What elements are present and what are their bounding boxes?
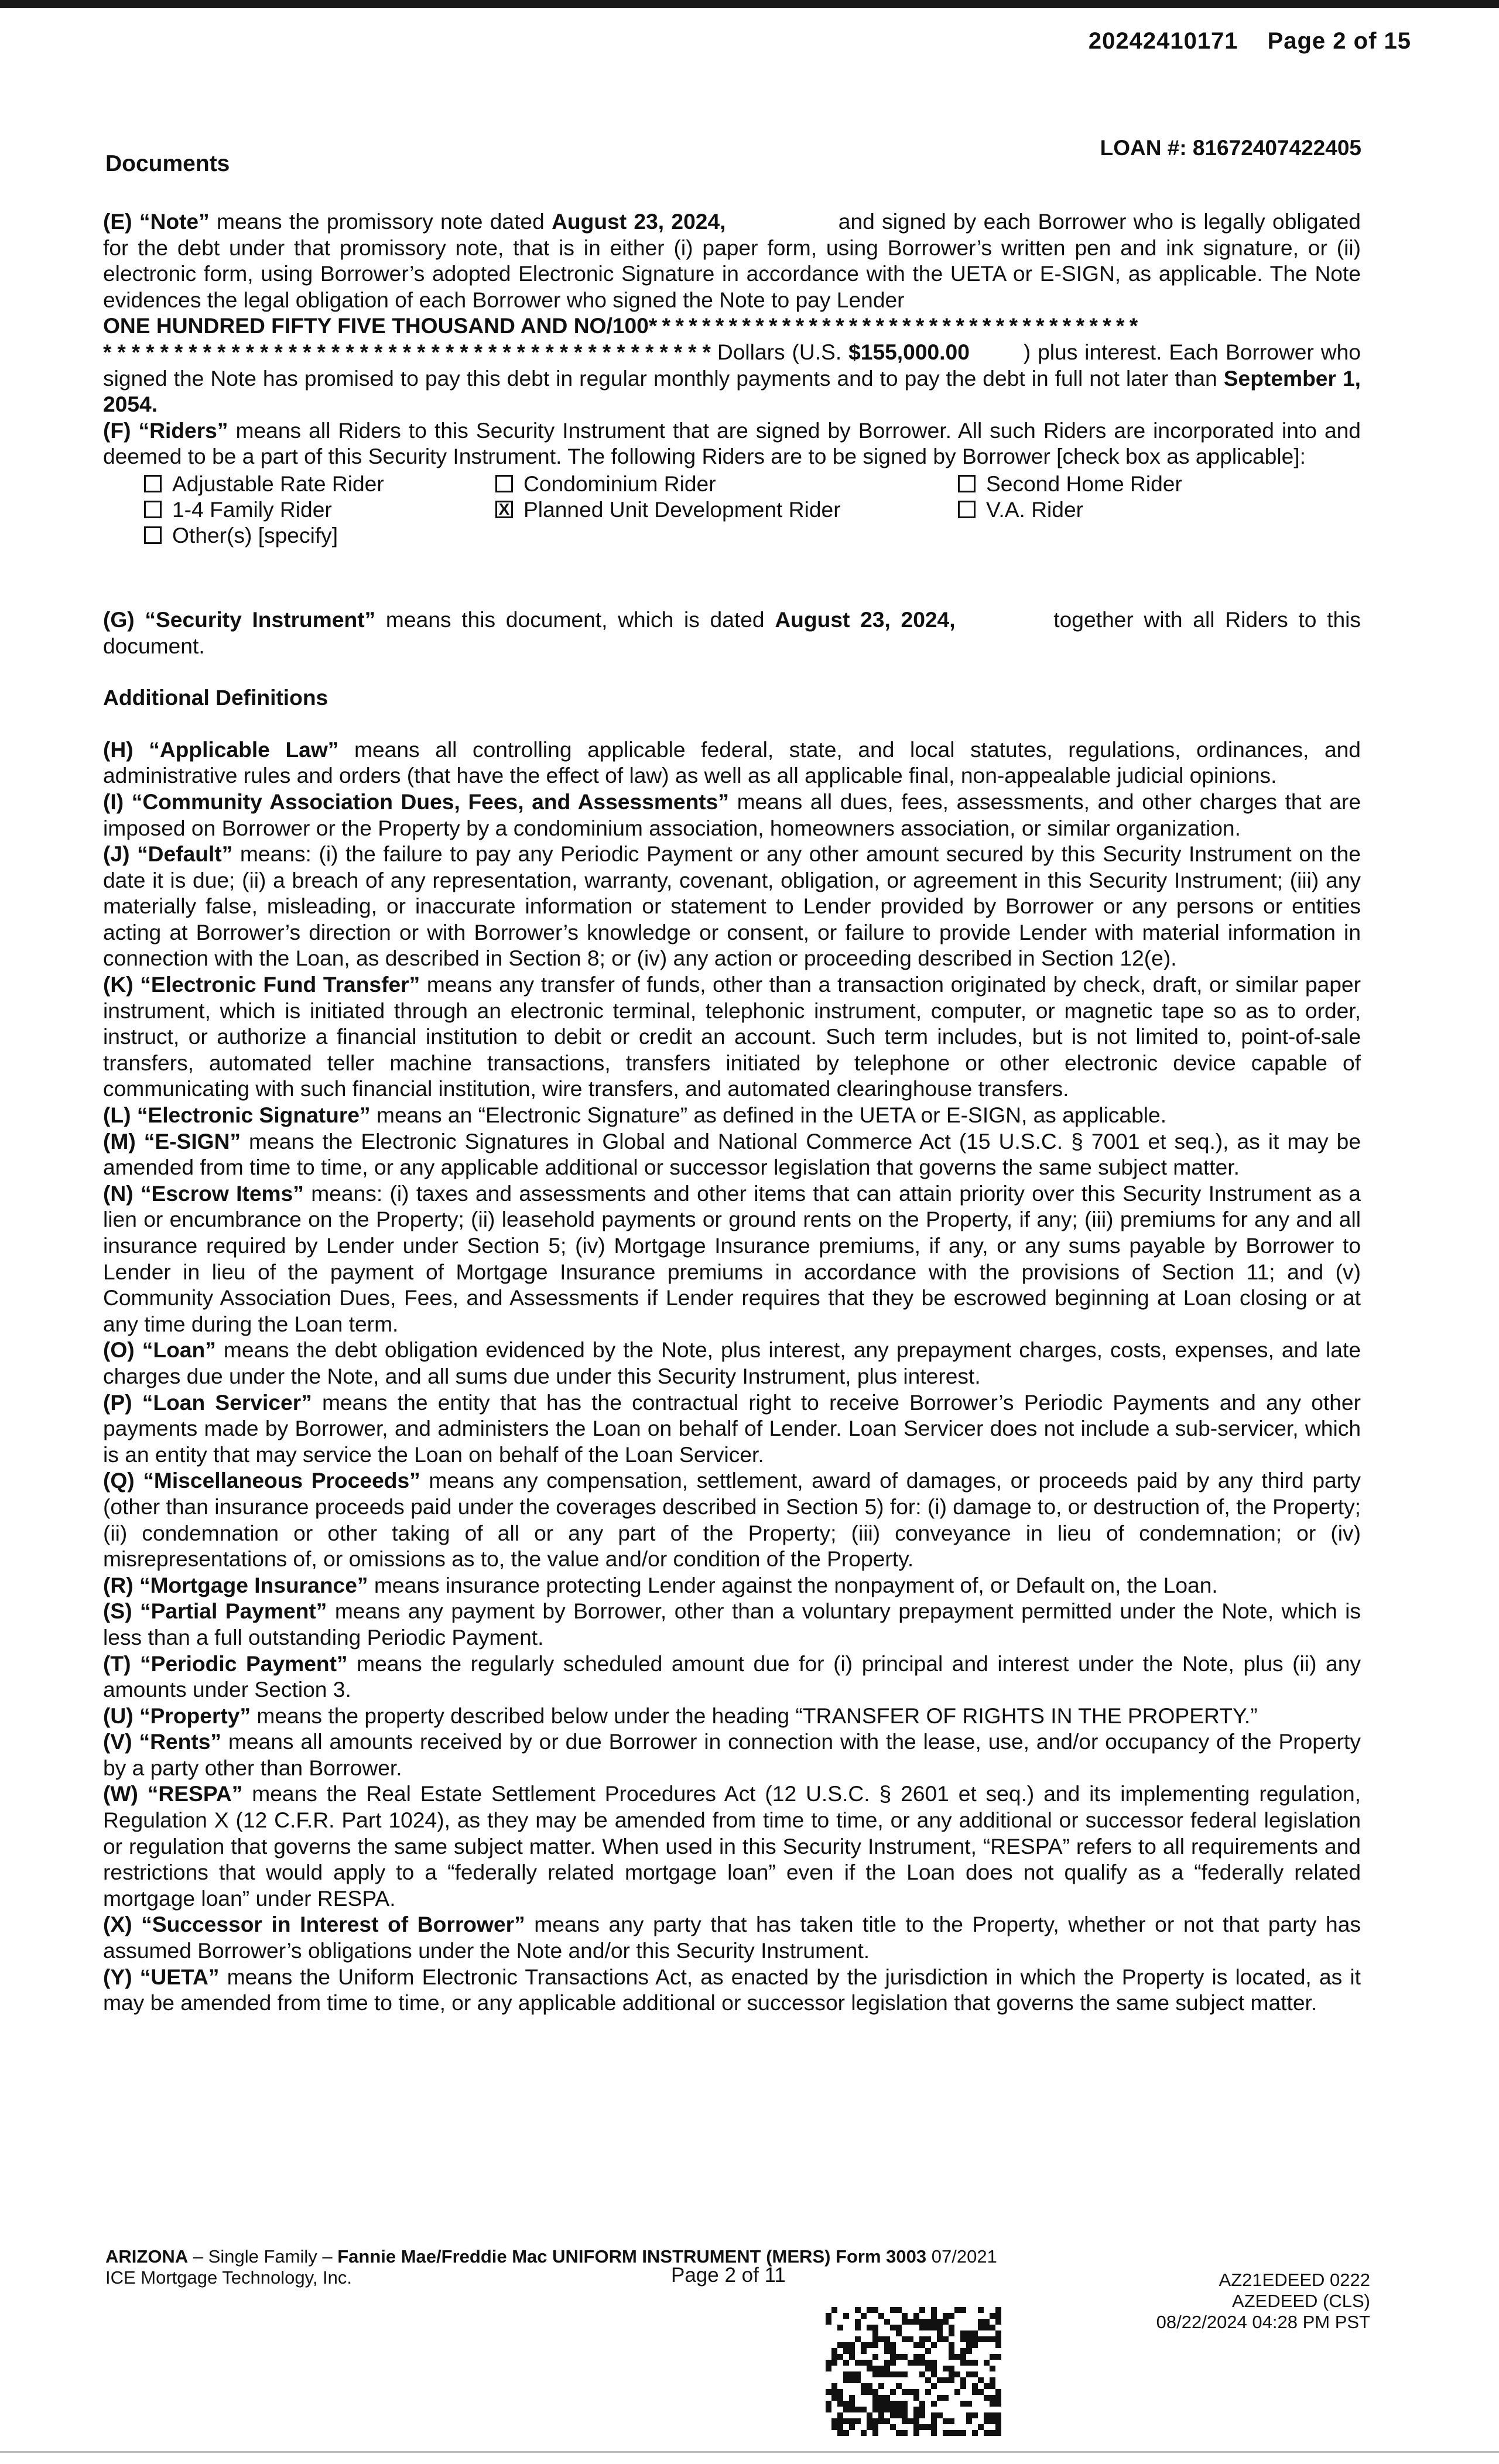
rider-other[interactable] (144, 522, 495, 548)
definition-item (103, 1781, 1361, 1911)
definition-item (103, 1651, 1361, 1703)
text: means all Riders to this Security Instrument that are signed by Borrower. All such Riders are incorporated into and deemed to be a part of this Security Instrument. The following Riders are to be signed by Borrower [check box as applicable]: (103, 417, 1361, 469)
rider-checkbox-list (144, 471, 1361, 548)
definition-text: means the regularly scheduled amount due for (i) principal and interest under the Note, plus (ii) any amounts under Section 3. (103, 1651, 1361, 1702)
definition-text: means all dues, fees, assessments, and other charges that are imposed on Borrower or the Property by a condominium association, homeowners association, or similar organization. (103, 789, 1361, 840)
definition-label: (U) “Property” (103, 1703, 251, 1728)
definition-item (103, 841, 1361, 971)
definition-item (103, 1390, 1361, 1468)
definition-text: means all amounts received by or due Borrower in connection with the lease, use, and/or occupancy of the Property by a party other than Borrower. (103, 1729, 1361, 1780)
checkbox-label: 1-4 Family Rider (172, 497, 332, 522)
document-body (103, 208, 1361, 2016)
checkbox-label: Adjustable Rate Rider (172, 471, 384, 496)
definition-text: means the debt obligation evidenced by the Note, plus interest, any prepayment charges, costs, expenses, and late charges due under the Note, and all sums due under this Security Instrument, plus interest. (103, 1337, 1361, 1388)
definition-text: means the property described below under the heading “TRANSFER OF RIGHTS IN THE PROPERTY.” (251, 1703, 1258, 1728)
definition-text: means insurance protecting Lender against the nonpayment of, or Default on, the Loan. (368, 1572, 1218, 1597)
definition-label: (O) “Loan” (103, 1337, 216, 1363)
rider-condominium[interactable] (495, 471, 958, 497)
state: ARIZONA (105, 2246, 189, 2267)
rider-1-4-family[interactable] (144, 497, 495, 522)
definition-label: (S) “Partial Payment” (103, 1599, 327, 1624)
definition-item (103, 1911, 1361, 1963)
definition-text: means all controlling applicable federal, state, and local statutes, regulations, ordinances, and administrative rules and orders (that have the effect of law) as well as all applicable final, non-appealable judicial opinions. (103, 737, 1361, 788)
definition-item (103, 971, 1361, 1102)
footer-codes (1077, 2270, 1370, 2333)
recording-header (1059, 28, 1411, 54)
loan-number: LOAN #: 81672407422405 (1100, 136, 1361, 160)
definition-item (103, 737, 1361, 789)
asterisk-fill: * * * * * * * * * * * * * * * * * * * * * * * * * * * * * * * * * * * * * * * * * * * (103, 339, 710, 364)
definition-text: means the Real Estate Settlement Procedures Act (12 U.S.C. § 2601 et seq.) and its implementing regulation, Regulation X (12 C.F.R. Part 1024), as they may be amended from time to time, or any additional or successor federal legislation or regulation that governs the same subject matter. When used in this Security Instrument, “RESPA” refers to all requirements and restrictions that would apply to a “federally related mortgage loan” even if the Loan does not qualify as a “federally related mortgage loan” under RESPA. (103, 1781, 1361, 1911)
definition-label: (L) “Electronic Signature” (103, 1103, 371, 1128)
checkbox[interactable] (144, 501, 162, 518)
definition-text: means any compensation, settlement, award of damages, or proceeds paid by any third party (other than insurance proceeds paid under the coverages described in Section 5) for: (i) damage to, or destruction of, the Property; (ii) condemnation or other taking of all or any part of the Property; (iii) conveyance in lieu of condemnation; or (iv) misrepresentations of, or omissions as to, the value and/or condition of the Property. (103, 1468, 1361, 1572)
rider-adjustable-rate[interactable] (144, 471, 495, 497)
definition-label: (Y) “UETA” (103, 1964, 220, 1989)
checkbox-label: Condominium Rider (523, 471, 716, 496)
checkbox[interactable] (958, 475, 976, 492)
rider-planned-unit-development[interactable] (495, 497, 958, 522)
form-identifier (105, 2246, 997, 2267)
additional-definitions-heading: Additional Definitions (103, 685, 328, 710)
definition-item (103, 1703, 1361, 1729)
checkbox[interactable] (958, 501, 976, 518)
checkbox[interactable] (144, 475, 162, 492)
definition-label: (R) “Mortgage Insurance” (103, 1572, 368, 1597)
definition-text: means any payment by Borrower, other than a voluntary prepayment permitted under the Note, which is less than a full outstanding Periodic Payment. (103, 1599, 1361, 1649)
definition-label: (P) “Loan Servicer” (103, 1390, 312, 1415)
form-code: AZEDEED (CLS) (1232, 2291, 1370, 2311)
definition-label: (M) “E-SIGN” (103, 1128, 241, 1154)
definition-text: means: (i) taxes and assessments and other items that can attain priority over this Security Instrument as a lien or encumbrance on the Property; (ii) leasehold payments or ground rents on the Property, if any; (iii) premiums for any and all insurance required by Lender under Section 5; (iv) Mortgage Insurance premiums, if any, or any sums payable by Borrower to Lender in lieu of the payment of Mortgage Insurance premiums in accordance with the provisions of Section 11; and (v) Community Association Dues, Fees, and Assessments if Lender requires that they be escrowed beginning at Loan closing or at any time during the Loan term. (103, 1180, 1361, 1336)
checkbox-label: Other(s) [specify] (172, 522, 338, 547)
definition-item (103, 1598, 1361, 1650)
definition-label: (N) “Escrow Items” (103, 1180, 304, 1206)
definition-text: means: (i) the failure to pay any Periodic Payment or any other amount secured by this Security Instrument on the date it is due; (ii) a breach of any representation, warranty, covenant, obligation, or agreement in this Security Instrument; (iii) any materially false, misleading, or inaccurate information or statement to Lender provided by Borrower or any persons or entities acting at Borrower’s direction or with Borrower’s knowledge or consent, or failure to provide Lender with material information in connection with the Loan, as described in Section 8; or (iv) any action or proceeding described in Section 12(e). (103, 841, 1361, 971)
definition-item (103, 1180, 1361, 1337)
footer-page: Page 2 of 11 (671, 2264, 786, 2287)
loan-amount: $155,000.00 (848, 339, 970, 364)
text: together with all Riders to this document. (103, 607, 1361, 658)
document-number: 20242410171 (1088, 28, 1238, 54)
text: – Single Family – (188, 2246, 338, 2267)
definition-label: (I) “Community Association Dues, Fees, and Assessments” (103, 789, 729, 814)
definition-text: means the Uniform Electronic Transactions Act, as enacted by the jurisdiction in which the Property is located, as it may be amended from time to time, or any applicable additional or successor legislation that governs the same subject matter. (103, 1964, 1361, 2015)
definition-label: (G) “Security Instrument” (103, 607, 376, 632)
definition-label: (X) “Successor in Interest of Borrower” (103, 1912, 525, 1937)
definition-label: (E) “Note” (103, 209, 210, 234)
maturity-date: September 1, 2054. (103, 365, 1361, 417)
form-code: AZ21EDEED 0222 (1219, 2270, 1370, 2290)
checkbox-label: Second Home Rider (986, 471, 1182, 496)
definition-item (103, 1102, 1361, 1128)
definition-label: (V) “Rents” (103, 1729, 221, 1754)
definition-text: means the entity that has the contractual right to receive Borrower’s Periodic Payments and any other payments made by Borrower, and administers the Loan on behalf of Lender. Loan Servicer does not include a sub-servicer, which is an entity that may service the Loan on behalf of the Loan Servicer. (103, 1390, 1361, 1467)
form-name: Fannie Mae/Freddie Mac UNIFORM INSTRUMENT (MERS) Form 3003 (337, 2246, 927, 2267)
instrument-date: August 23, 2024, (775, 607, 956, 632)
definition-note (103, 208, 1361, 417)
definition-label: (H) “Applicable Law” (103, 737, 339, 762)
definition-item (103, 789, 1361, 841)
barcode-2d (826, 2307, 1001, 2436)
checkbox-label: V.A. Rider (986, 497, 1084, 522)
definition-riders (103, 417, 1361, 470)
print-timestamp: 08/22/2024 04:28 PM PST (1156, 2312, 1370, 2332)
rider-va[interactable] (958, 497, 1368, 522)
text: means the promissory note dated (209, 209, 552, 234)
checkbox[interactable] (144, 526, 162, 544)
definition-security-instrument (103, 607, 1361, 659)
scan-bottom-border (0, 2451, 1499, 2453)
definition-item (103, 1572, 1361, 1599)
definition-item (103, 1729, 1361, 1781)
checkbox-label: Planned Unit Development Rider (523, 497, 841, 522)
page-indicator: Page 2 of 15 (1267, 28, 1411, 54)
definition-item (103, 1467, 1361, 1572)
section-title: Documents (105, 151, 230, 176)
text: means this document, which is dated (375, 607, 775, 632)
text: ) plus interest. Each Borrower who signed the Note has promised to pay this debt in regular monthly payments and to pay the debt in full not later than (103, 339, 1361, 391)
rider-second-home[interactable] (958, 471, 1368, 497)
company-name: ICE Mortgage Technology, Inc. (105, 2267, 352, 2288)
note-date: August 23, 2024, (552, 209, 726, 234)
text: and signed by each Borrower who is legally obligated for the debt under that promissory note, that is in either (i) paper form, using Borrower’s written pen and ink signature, or (ii) electronic form, using Borrower’s adopted Electronic Signature in accordance with the UETA or E-SIGN, as applicable. The Note evidences the legal obligation of each Borrower who signed the Note to pay Lender (103, 209, 1361, 312)
definition-label: (T) “Periodic Payment” (103, 1651, 348, 1676)
definition-text: means any party that has taken title to the Property, whether or not that party has assumed Borrower’s obligations under the Note and/or this Security Instrument. (103, 1912, 1361, 1963)
form-date: 07/2021 (926, 2246, 997, 2267)
definitions-list (103, 737, 1361, 2016)
definition-text: means an “Electronic Signature” as defined in the UETA or E-SIGN, as applicable. (370, 1103, 1167, 1128)
definition-label: (Q) “Miscellaneous Proceeds” (103, 1468, 420, 1493)
checkbox-checked[interactable]: X (495, 501, 513, 518)
definition-label: (W) “RESPA” (103, 1781, 243, 1806)
definition-text: means any transfer of funds, other than a transaction originated by check, draft, or similar paper instrument, which is initiated through an electronic terminal, telephonic instrument, computer, or magnetic tape so as to order, instruct, or authorize a financial institution to debit or credit an account. Such term includes, but is not limited to, point-of-sale transfers, automated teller machine transactions, transfers initiated by telephone or other electronic device capable of communicating with such financial institution, wire transfers, and automated clearinghouse transfers. (103, 972, 1361, 1101)
definition-text: means the Electronic Signatures in Global and National Commerce Act (15 U.S.C. § 7001 et seq.), as it may be amended from time to time, or any applicable additional or successor legislation that governs the same subject matter. (103, 1128, 1361, 1180)
definition-item (103, 1337, 1361, 1389)
asterisk-fill: * * * * * * * * * * * * * * * * * * * * * * * * * * * * * * * * * * * * * (648, 313, 1138, 338)
amount-words: ONE HUNDRED FIFTY FIVE THOUSAND AND NO/100 (103, 313, 649, 338)
definition-label: (F) “Riders” (103, 417, 228, 443)
definition-item (103, 1964, 1361, 2016)
definition-item (103, 1128, 1361, 1180)
scan-top-border (0, 0, 1499, 8)
definition-label: (K) “Electronic Fund Transfer” (103, 972, 420, 997)
definition-label: (J) “Default” (103, 841, 233, 867)
text: Dollars (U.S. (710, 339, 849, 364)
spacer (103, 548, 1361, 607)
checkbox[interactable] (495, 475, 513, 492)
